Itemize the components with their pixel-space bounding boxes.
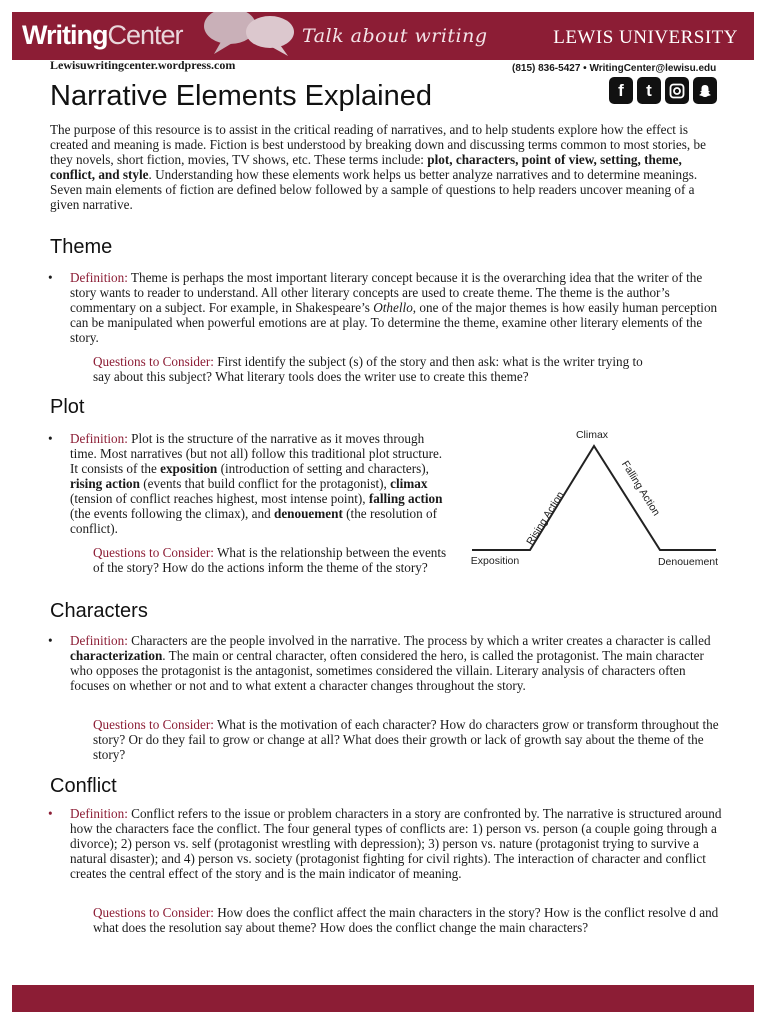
- section-heading-characters: Characters: [50, 600, 148, 622]
- section-heading-conflict: Conflict: [50, 775, 117, 797]
- bullet: •: [48, 270, 53, 285]
- intro-paragraph: The purpose of this resource is to assist in the critical reading of narratives, and to help students explore how the effect is created and meaning is made. Fiction is best understood by breaking down and discussing terms common to most stories, be they novels, short fiction, movies, TV shows, etc. These terms include: plot, characters, point of view, setting, theme, conflict, and style. Understanding how these elements work helps us better analyze narratives and to determine meanings. Seven main elements of fiction are defined below followed by a sample of questions to help readers uncover meaning of a given narrative.: [50, 122, 706, 212]
- diagram-label-falling-action: Falling Action: [618, 458, 663, 519]
- page-title: Narrative Elements Explained: [50, 80, 433, 112]
- theme-questions: Questions to Consider: First identify the subject (s) of the story and then ask: what is the writer trying to say about this subject? What literary tools does the writer use to create this theme?: [93, 354, 643, 384]
- university-name: LEWIS UNIVERSITY: [553, 27, 738, 48]
- speech-bubbles-icon: [200, 12, 300, 60]
- tagline: Talk about writing: [302, 25, 488, 47]
- site-url[interactable]: Lewisuwritingcenter.wordpress.com: [50, 58, 236, 72]
- plot-definition: Definition: Plot is the structure of the narrative as it moves through time. Most narratives (but not all) follow this traditional plot structure. It consists of the exposition (introduction of setting and characters), rising action (events that build conflict for the protagonist), climax (tension of conflict reaches highest, most intense point), falling action (the events following the climax), and denouement (the resolution of conflict).: [70, 431, 443, 536]
- snapchat-icon[interactable]: [693, 77, 717, 104]
- contact-info: (815) 836-5427 • WritingCenter@lewisu.edu: [512, 63, 717, 74]
- section-heading-plot: Plot: [50, 396, 85, 418]
- theme-definition: Definition: Theme is perhaps the most important literary concept because it is the overarching idea that the writer of the story wants to reader to understand. All other literary concepts are used to create theme. The theme is the author’s commentary on a subject. For example, in Shakespeare’s Othello, one of the major themes is how easily human perception can be manipulated when powerful emotions are at play. To determine the theme, examine other literary elements of the story.: [70, 270, 718, 345]
- characters-definition: Definition: Characters are the people involved in the narrative. The process by which a writer creates a character is called characterization. The main or central character, often considered the hero, is called the protagonist. The main character who opposes the protagonist is the antagonist, sometimes considered the villain. Literary analysis of characters often focuses on whether or not and to what extent a character changes throughout the story.: [70, 633, 711, 693]
- characters-questions: Questions to Consider: What is the motivation of each character? How do characters grow or transform throughout the story? Or do they fail to grow or change at all? What does their growth or lack of growth say about the theme of the story?: [93, 717, 719, 762]
- twitter-icon[interactable]: t: [637, 77, 661, 104]
- conflict-questions: Questions to Consider: How does the conflict affect the main characters in the story? How is the conflict resolve d and what does the resolution say about theme? How does the conflict change the main characters?: [93, 905, 719, 935]
- instagram-icon[interactable]: [665, 77, 689, 104]
- conflict-definition: Definition: Conflict refers to the issue or problem characters in a story are confronted by. The narrative is structured around how the characters face the conflict. The four general types of conflicts are: 1) person vs. person (a couple going through a divorce); 2) person vs. self (protagonist wrestling with depression); 3) person vs. nature (protagonist trying to survive a natural disaster); and 4) person vs. society (protagonist fighting for civil rights). The interaction of character and conflict creates the central effect of the story and is the main indicator of meaning.: [70, 806, 722, 881]
- diagram-label-exposition: Exposition: [470, 555, 520, 567]
- plot-questions: Questions to Consider: What is the relationship between the events of the story? How do the actions inform the theme of the story?: [93, 545, 447, 575]
- bullet: •: [48, 633, 53, 648]
- diagram-label-denouement: Denouement: [657, 556, 719, 568]
- diagram-label-rising-action: Rising Action: [524, 489, 567, 548]
- social-icons: [609, 77, 717, 104]
- bullet: •: [48, 806, 53, 821]
- section-heading-theme: Theme: [50, 236, 113, 258]
- footer-bar: [12, 985, 754, 1012]
- bullet: •: [48, 431, 53, 446]
- plot-structure-diagram: [460, 422, 730, 572]
- diagram-label-climax: Climax: [575, 429, 609, 441]
- facebook-icon[interactable]: f: [609, 77, 633, 104]
- writing-center-logo: WritingCenter: [22, 20, 183, 50]
- header-banner: [12, 12, 754, 60]
